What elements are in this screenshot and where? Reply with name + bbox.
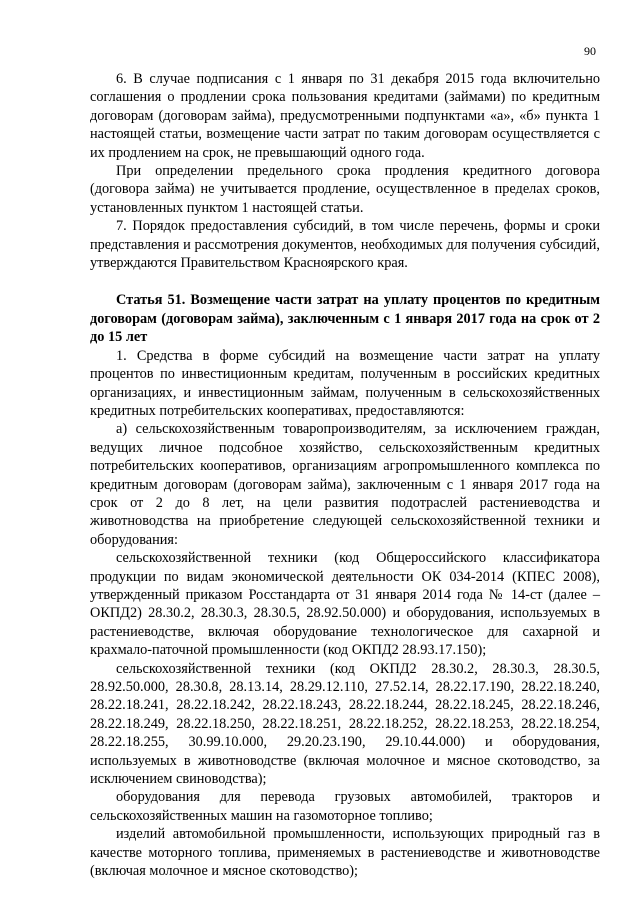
paragraph-extension-note: При определении предельного срока продления кредитного договора (договора займа) не учитывается продление, осуществленное в пределах сроков, установленных пунктом 1 настоящей статьи.	[90, 163, 600, 216]
page-number: 90	[584, 44, 596, 58]
list-item-livestock-machinery: сельскохозяйственной техники (код ОКПД2 28.30.2, 28.30.3, 28.30.5, 28.92.50.000, 28.30.8, 28.13.14, 28.29.12.110, 27.52.14, 28.22.17.190, 28.22.18.240, 28.22.18.241, 28.22.18.242, 28.22.18.243, 28.22.18.244, 28.22.18.245, 28.22.18.246, 28.22.18.249, 28.22.18.250, 28.22.18.251, 28.22.18.252, 28.22.18.253, 28.22.18.254, 28.22.18.255, 30.99.10.000, 29.20.23.190, 29.10.44.000) и оборудования, используемых в животноводстве (включая молочное и мясное скотоводство, за исключением свиноводства);	[90, 660, 600, 788]
list-item-gas-conversion: оборудования для перевода грузовых автомобилей, тракторов и сельскохозяйственных машин на газомоторное топливо;	[90, 789, 600, 824]
article-subitem-a: а) сельскохозяйственным товаропроизводителям, за исключением граждан, ведущих личное подсобное хозяйство, сельскохозяйственным кредитных потребительских кооперативов, организациям агропромышленного комплекса по кредитным договорам (договорам займа), заключенным с 1 января 2017 года на срок от 2 до 8 лет, на цели развития подотраслей растениеводства и животноводства на приобретение следующей сельскохозяйственной техники и оборудования:	[90, 421, 600, 548]
list-item-crop-machinery: сельскохозяйственной техники (код Общероссийского классификатора продукции по видам экономической деятельности ОК 034-2014 (КПЕС 2008), утвержденный приказом Росстандарта от 31 января 2014 года № 14-ст (далее – ОКПД2) 28.30.2, 28.30.3, 28.30.5, 28.92.50.000) и оборудования, используемых в растениеводстве, включая оборудование технологическое для сахарной и крахмало-паточной промышленности (код ОКПД2 28.93.17.150);	[90, 550, 600, 659]
list-item-gas-vehicles: изделий автомобильной промышленности, использующих природный газ в качестве моторного топлива, применяемых в растениеводстве и животноводстве (включая молочное и мясное скотоводство);	[90, 826, 600, 880]
article-title: Статья 51. Возмещение части затрат на уплату процентов по кредитным договорам (договорам займа), заключенным с 1 января 2017 года на срок от 2 до 15 лет	[90, 292, 600, 346]
article-paragraph-1: 1. Средства в форме субсидий на возмещение части затрат на уплату процентов по инвестиционным кредитам, полученным в российских кредитных организациях, и инвестиционным займам, полученным в сельскохозяйственных кредитных потребительских кооперативах, предоставляются:	[90, 347, 600, 419]
paragraph-item-6: 6. В случае подписания с 1 января по 31 декабря 2015 года включительно соглашения о продлении срока пользования кредитами (займами) по кредитным договорам (договорам займа), предусмотренными подпунктами «а», «б» пункта 1 настоящей статьи, возмещение части затрат по таким договорам осуществляется с их продлением на срок, не превышающий одного года.	[90, 71, 600, 161]
paragraph-item-7: 7. Порядок предоставления субсидий, в том числе перечень, формы и сроки представления и рассмотрения документов, необходимых для получения субсидий, утверждаются Правительством Красноярского края.	[90, 218, 600, 272]
document-body	[90, 70, 600, 880]
